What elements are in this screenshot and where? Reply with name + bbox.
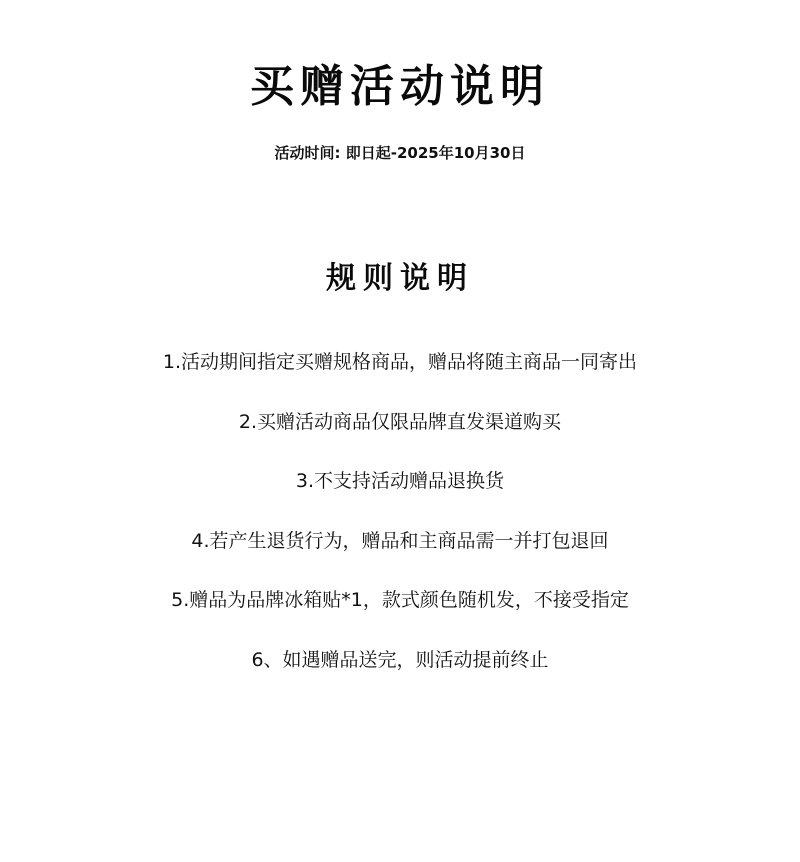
list-item: 3.不支持活动赠品退换货 — [295, 470, 505, 493]
list-item: 2.买赠活动商品仅限品牌直发渠道购买 — [238, 410, 562, 433]
list-item: 5.赠品为品牌冰箱贴*1，款式颜色随机发，不接受指定 — [171, 589, 629, 612]
rules-list — [0, 349, 800, 674]
rules-section-title: 规则说明 — [326, 261, 474, 297]
promo-notice-page — [0, 62, 800, 862]
page-title: 买赠活动说明 — [250, 61, 550, 112]
list-item: 1.活动期间指定买赠规格商品，赠品将随主商品一同寄出 — [162, 351, 638, 374]
campaign-period-subtitle: 活动时间: 即日起-2025年10月30日 — [274, 144, 526, 163]
list-item: 4.若产生退货行为，赠品和主商品需一并打包退回 — [191, 529, 609, 552]
list-item: 6、如遇赠品送完，则活动提前终止 — [251, 648, 549, 671]
